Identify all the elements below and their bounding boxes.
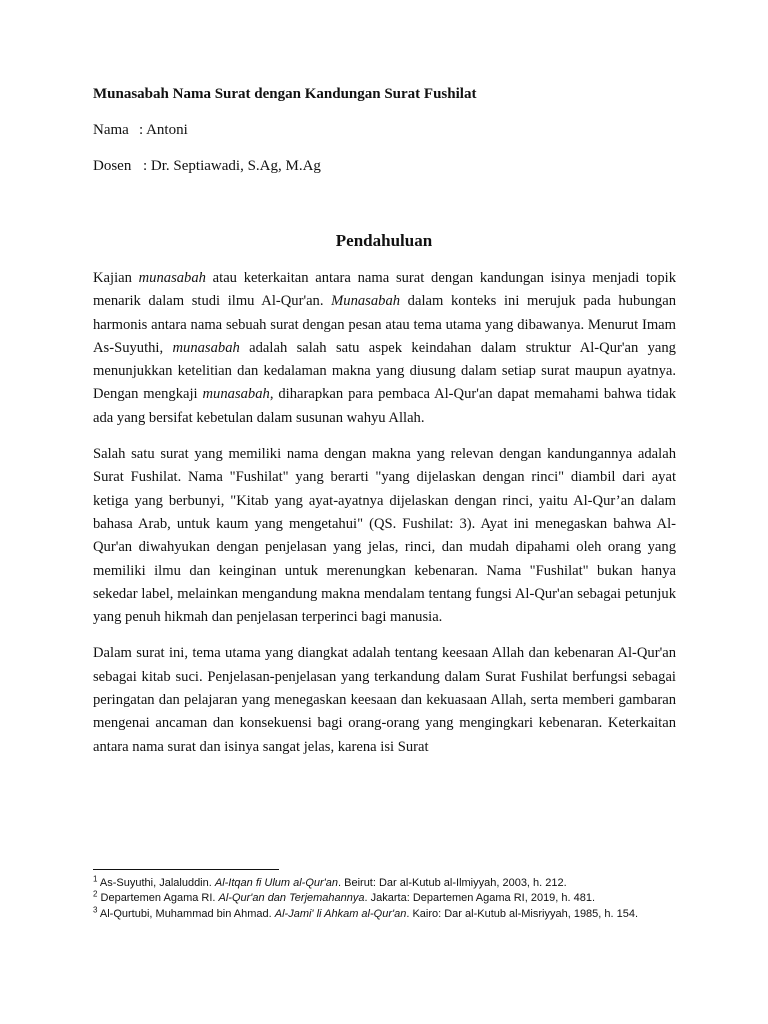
italic-term: munasabah: [172, 339, 240, 356]
text-run: . Kairo: Dar al-Kutub al-Misriyyah, 1985, h. 154.: [406, 907, 639, 920]
text-run: . Jakarta: Departemen Agama RI, 2019, h. 481.: [364, 892, 596, 905]
italic-term: Al-Qur'an dan Terjemahannya: [218, 892, 365, 905]
footnotes: [93, 876, 676, 922]
italic-term: Munasabah: [331, 293, 401, 310]
footnote-marker: 3: [93, 904, 98, 914]
lecturer-value: : Dr. Septiawadi, S.Ag, M.Ag: [143, 158, 321, 174]
section-heading: Pendahuluan: [335, 231, 433, 250]
author-value: : Antoni: [139, 122, 188, 138]
author-label: Nama: [93, 122, 129, 138]
paragraph: [93, 642, 676, 758]
text-run: atau keterkaitan antara nama surat dengan kandungan isinya menjadi topik menarik dalam studi ilmu Al-Qur'an.: [93, 270, 676, 310]
text-run: As-Suyuthi, Jalaluddin.: [97, 877, 215, 889]
italic-term: munasabah: [202, 386, 270, 403]
text-run: Dalam surat ini, tema utama yang diangkat adalah tentang keesaan Allah dan kebenaran Al-Qur'an sebagai kitab suci. Penjelasan-penjelasan yang terkandung dalam Surat Fushilat berfungsi sebagai peringatan dan pelajaran yang menegaskan keesaan dan kekuasaan Allah, serta memberi gambaran mengenai ancaman dan konsekuensi bagi orang-orang yang mengingkari kebenaran. Keterkaitan antara nama surat dan isinya sangat jelas, karena isi Surat: [93, 645, 676, 755]
text-run: . Beirut: Dar al-Kutub al-Ilmiyyah, 2003, h. 212.: [338, 877, 567, 889]
body-text: [93, 267, 676, 772]
author-line: [93, 122, 188, 139]
text-run: Departemen Agama RI.: [97, 892, 219, 905]
lecturer-line: [93, 158, 321, 175]
footnote-marker: 1: [93, 874, 98, 884]
text-run: Salah satu surat yang memiliki nama dengan makna yang relevan dengan kandungannya adalah Surat Fushilat. Nama "Fushilat" yang berarti "yang dijelaskan dengan rinci" diambil dari ayat ketiga yang berbunyi, "Kitab yang ayat-ayatnya dijelaskan dengan rinci, yaitu Al-Qur’an dalam bahasa Arab, untuk kaum yang mengetahui" (QS. Fushilat: 3). Ayat ini menegaskan bahwa Al-Qur'an diwahyukan dengan penjelasan yang jelas, rinci, dan mudah dipahami oleh orang yang memiliki ilmu dan keinginan untuk merenungkan kebenaran. Nama "Fushilat" bukan hanya sekedar label, melainkan mengandung makna mendalam tentang fungsi Al-Qur'an sebagai petunjuk yang penuh hikmah dan penjelasan terperinci bagi manusia.: [93, 446, 676, 626]
paragraph: [93, 443, 676, 629]
text-run: dalam konteks ini merujuk pada hubungan harmonis antara nama sebuah surat dengan pesan atau tema utama yang dibawanya. Menurut Imam As-Suyuthi,: [93, 293, 676, 356]
footnote-separator: [93, 869, 279, 870]
text-run: Kajian: [93, 270, 139, 286]
lecturer-label: Dosen: [93, 158, 132, 174]
paragraph: [93, 267, 676, 430]
text-run: adalah salah satu aspek keindahan dalam struktur Al-Qur'an yang menunjukkan ketelitian dan kedalaman makna yang diusung dalam setiap surat maupun ayatnya. Dengan mengkaji: [93, 339, 676, 403]
text-run: , diharapkan para pembaca Al-Qur'an dapat memahami bahwa tidak ada yang bersifat kebetulan dalam susunan wahyu Allah.: [93, 386, 676, 426]
footnote: [93, 891, 676, 906]
italic-term: munasabah: [138, 270, 206, 286]
italic-term: Al-Itqan fi Ulum al-Qur'an: [214, 877, 339, 889]
footnote: [93, 904, 676, 922]
document-title: Munasabah Nama Surat dengan Kandungan Surat Fushilat: [93, 86, 477, 102]
italic-term: Al-Jami' li Ahkam al-Qur'an: [274, 907, 407, 920]
text-run: Al-Qurtubi, Muhammad bin Ahmad.: [97, 907, 275, 920]
footnote-marker: 2: [93, 889, 98, 899]
footnote: [93, 876, 676, 891]
